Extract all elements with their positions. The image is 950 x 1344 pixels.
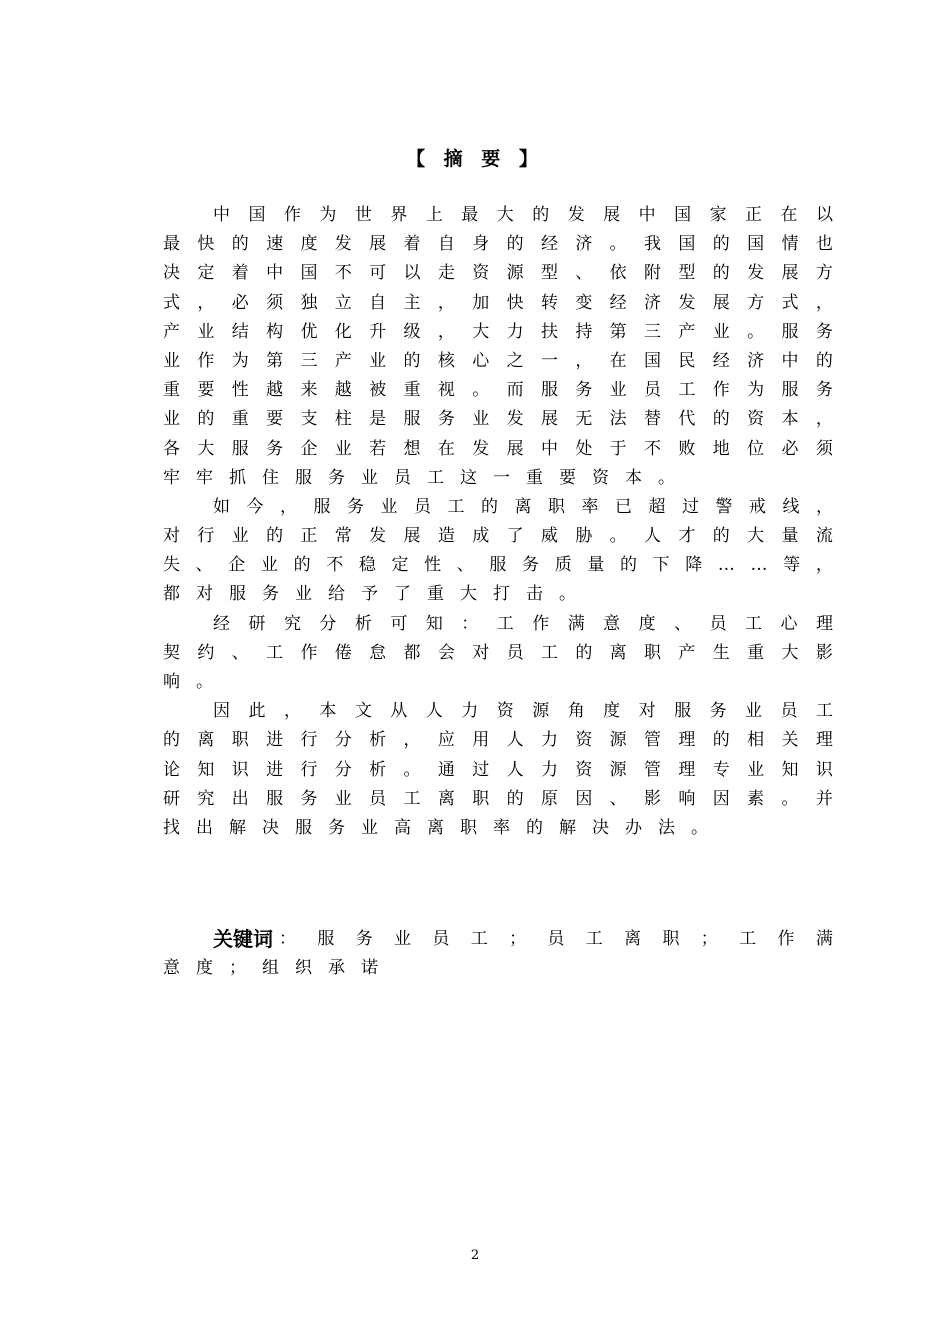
- keywords-text-1: ： 服 务 业 员 工 ； 员 工 离 职 ； 工 作 满: [279, 929, 833, 949]
- paragraph-4-line-4: 研 究 出 服 务 业 员 工 离 职 的 原 因 、 影 响 因 素 。 并: [163, 788, 833, 809]
- paragraph-2-line-3: 失 、 企 业 的 不 稳 定 性 、 服 务 质 量 的 下 降 … … 等 ，: [163, 555, 833, 576]
- paragraph-4-line-1: 因 此 ， 本 文 从 人 力 资 源 角 度 对 服 务 业 员 工: [213, 701, 833, 722]
- paragraph-3-line-2: 契 约 、 工 作 倦 怠 都 会 对 员 工 的 离 职 产 生 重 大 影: [163, 642, 833, 663]
- paragraph-4-line-5: 找 出 解 决 服 务 业 高 离 职 率 的 解 决 办 法 。: [163, 817, 708, 838]
- keywords-label: 关键词: [213, 927, 273, 951]
- abstract-body: [163, 201, 833, 843]
- keywords-line-2: 意 度 ； 组 织 承 诺: [163, 958, 378, 979]
- paragraph-3-line-1: 经 研 究 分 析 可 知 ： 工 作 满 意 度 、 员 工 心 理: [213, 613, 833, 634]
- paragraph-1-line-1: 中 国 作 为 世 界 上 最 大 的 发 展 中 国 家 正 在 以: [213, 205, 833, 225]
- paragraph-2-line-4: 都 对 服 务 业 给 予 了 重 大 打 击 。: [163, 584, 576, 605]
- abstract-title: 【 摘 要 】: [406, 148, 544, 170]
- paragraph-1-line-7: 重 要 性 越 来 越 被 重 视 。 而 服 务 业 员 工 作 为 服 务: [163, 380, 833, 401]
- paragraph-1-line-10: 牢 牢 抓 住 服 务 业 员 工 这 一 重 要 资 本 。: [163, 467, 675, 488]
- paragraph-2-line-2: 对 行 业 的 正 常 发 展 造 成 了 威 胁 。 人 才 的 大 量 流: [163, 526, 833, 547]
- keywords-block: [163, 925, 833, 983]
- paragraph-4-line-3: 论 知 识 进 行 分 析 。 通 过 人 力 资 源 管 理 专 业 知 识: [163, 759, 833, 780]
- paragraph-3-line-3: 响 。: [163, 672, 213, 692]
- paragraph-1-line-2: 最 快 的 速 度 发 展 着 自 身 的 经 济 。 我 国 的 国 情 也: [163, 234, 833, 255]
- paragraph-1-line-4: 式 ， 必 须 独 立 自 主 ， 加 快 转 变 经 济 发 展 方 式 ，: [163, 292, 833, 313]
- paragraph-1-line-3: 决 定 着 中 国 不 可 以 走 资 源 型 、 依 附 型 的 发 展 方: [163, 263, 833, 284]
- paragraph-1-line-5: 产 业 结 构 优 化 升 级 ， 大 力 扶 持 第 三 产 业 。 服 务: [163, 321, 833, 342]
- paragraph-4-line-2: 的 离 职 进 行 分 析 ， 应 用 人 力 资 源 管 理 的 相 关 理: [163, 730, 833, 751]
- keywords-line-1: [163, 925, 833, 954]
- paragraph-1-line-8: 业 的 重 要 支 柱 是 服 务 业 发 展 无 法 替 代 的 资 本 ，: [163, 409, 833, 430]
- paragraph-1-line-6: 业 作 为 第 三 产 业 的 核 心 之 一 ， 在 国 民 经 济 中 的: [163, 350, 833, 371]
- paragraph-2-line-1: 如 今 ， 服 务 业 员 工 的 离 职 率 已 超 过 警 戒 线 ，: [213, 496, 833, 517]
- paragraph-1-line-9: 各 大 服 务 企 业 若 想 在 发 展 中 处 于 不 败 地 位 必 须: [163, 438, 833, 459]
- page-number: 2: [470, 1248, 480, 1263]
